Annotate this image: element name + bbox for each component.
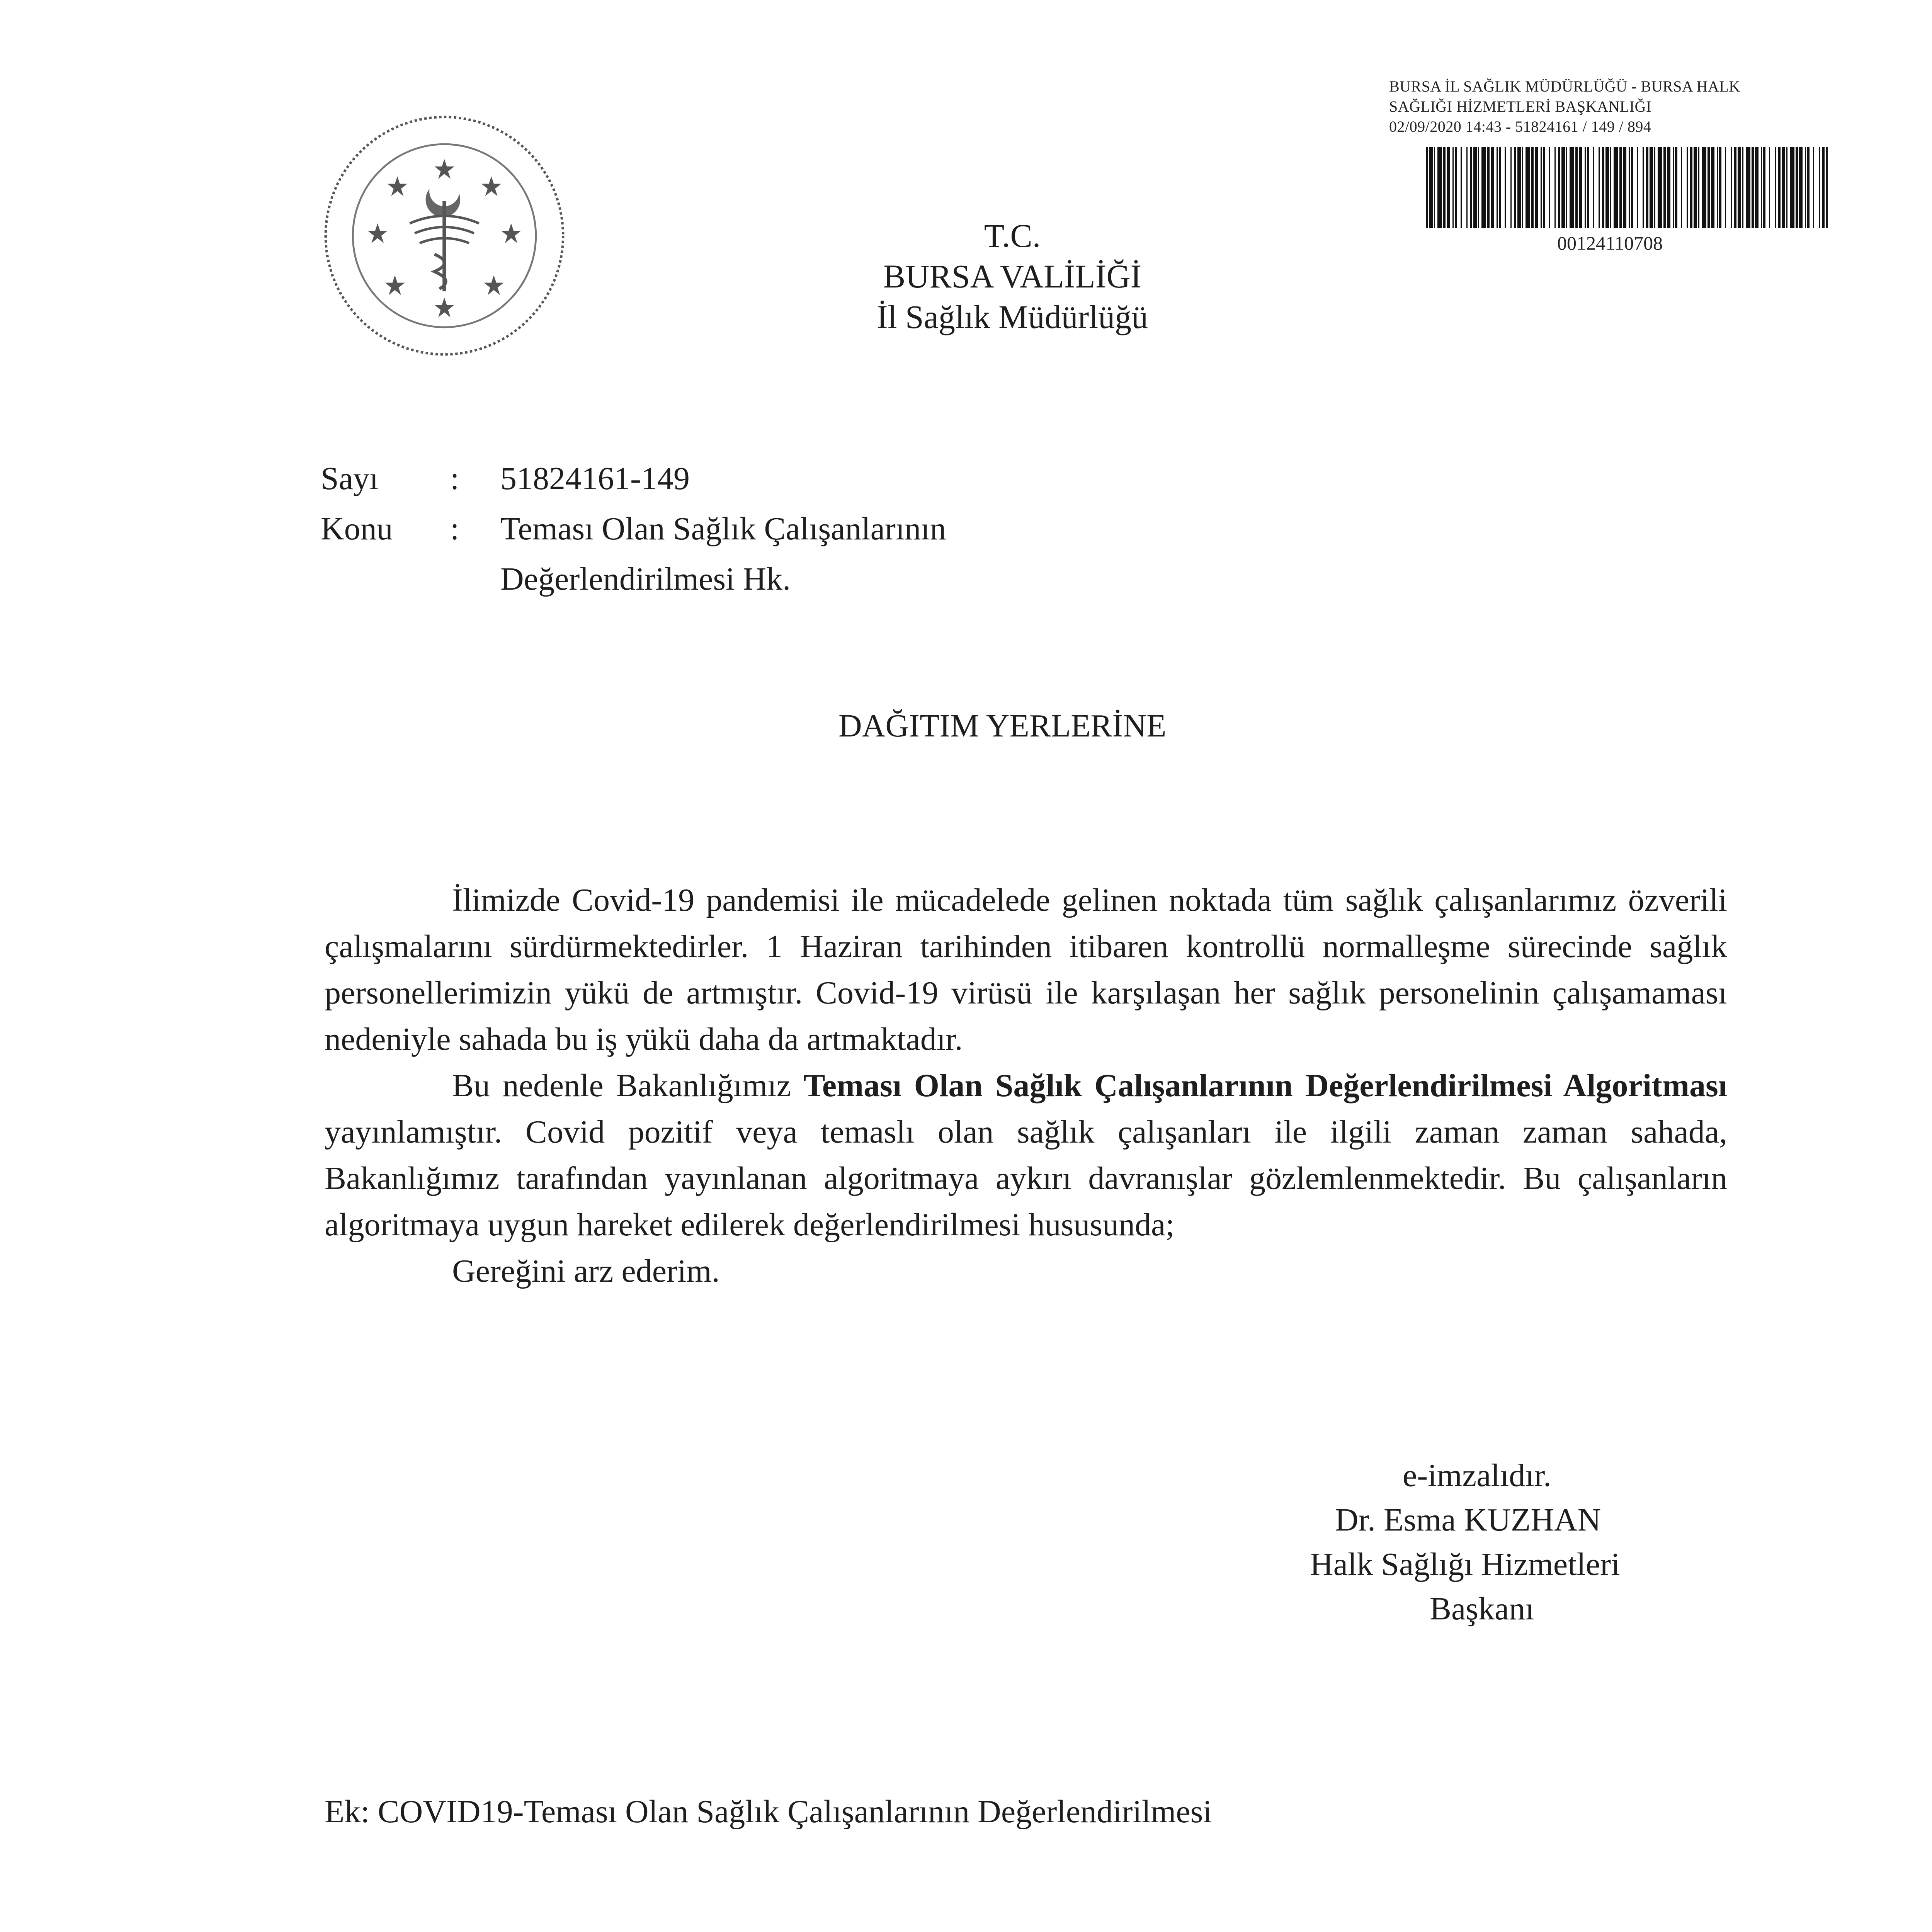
barcode-bar (1526, 147, 1530, 228)
barcode-bar (1579, 147, 1582, 228)
barcode-bar (1690, 147, 1692, 228)
barcode-bar (1599, 147, 1600, 228)
barcode-bar (1531, 147, 1534, 228)
barcode-bar (1796, 147, 1798, 228)
barcode-bar (1541, 147, 1542, 228)
barcode-bar (1478, 147, 1479, 228)
barcode-bar (1778, 147, 1781, 228)
barcode-bar (1514, 147, 1516, 228)
barcode-bar (1708, 147, 1710, 228)
barcode-bar (1650, 147, 1653, 228)
algorithm-title: Teması Olan Sağlık Çalışanlarının Değerlendirilmesi Algoritması (803, 1068, 1727, 1104)
barcode-bar (1452, 147, 1454, 228)
signatory-title: Halk Sağlığı Hizmetleri (1310, 1546, 1620, 1582)
barcode-bar (1763, 147, 1765, 228)
barcode-bar (1654, 147, 1655, 228)
closing-line: Gereğini arz ederim. (452, 1253, 720, 1289)
barcode-bar (1694, 147, 1697, 228)
barcode-bar (1629, 147, 1630, 228)
barcode-bar (1742, 147, 1743, 228)
barcode-bar (1585, 147, 1586, 228)
barcode-bar (1437, 147, 1442, 228)
barcode-bar (1826, 147, 1828, 228)
ministry-seal-logo (321, 112, 568, 359)
barcode-bar (1637, 147, 1638, 228)
barcode-bar (1681, 147, 1682, 228)
barcode-bar (1663, 147, 1666, 228)
sayi-label: Sayı (321, 461, 379, 497)
barcode-bar (1702, 147, 1706, 228)
barcode-bar (1819, 147, 1820, 228)
konu-value-line: Değerlendirilmesi Hk. (500, 561, 791, 597)
barcode-bar (1443, 147, 1446, 228)
barcode-bar (1610, 147, 1611, 228)
sayi-value: 51824161-149 (500, 461, 690, 497)
barcode-bar (1554, 147, 1556, 228)
barcode-bar (1675, 147, 1677, 228)
barcode-bar (1752, 147, 1754, 228)
barcode-bar (1775, 147, 1776, 228)
barcode-bar (1466, 147, 1468, 228)
barcode-bar (1570, 147, 1574, 228)
barcode-bar (1619, 147, 1622, 228)
barcode-bar (1499, 147, 1501, 228)
barcode-bar (1473, 147, 1477, 228)
barcode-bar (1658, 147, 1662, 228)
barcode-bar (1719, 147, 1721, 228)
barcode-bar (1487, 147, 1490, 228)
barcode-bar (1429, 147, 1433, 228)
signatory-title: Başkanı (1430, 1591, 1534, 1627)
barcode-bar (1505, 147, 1506, 228)
barcode-bar (1673, 147, 1674, 228)
barcode-bar (1434, 147, 1435, 228)
konu-value-line: Teması Olan Sağlık Çalışanlarının (500, 511, 946, 547)
header-directorate: İl Sağlık Müdürlüğü (876, 298, 1148, 335)
barcode-bar (1447, 147, 1450, 228)
barcode-bar (1566, 147, 1567, 228)
barcode-date-line: 02/09/2020 14:43 - 51824161 / 149 / 894 (1389, 118, 1651, 135)
barcode-bar (1517, 147, 1521, 228)
barcode-bar (1558, 147, 1560, 228)
header-tc: T.C. (984, 217, 1041, 254)
barcode-bar (1734, 147, 1736, 228)
header-office: BURSA VALİLİĞİ (883, 258, 1142, 295)
body-text: Bu nedenle Bakanlığımız (452, 1068, 804, 1104)
body-paragraph (325, 1063, 1727, 1248)
barcode-bar (1605, 147, 1609, 228)
barcode-bar (1805, 147, 1806, 228)
colon: : (450, 511, 459, 547)
barcode-bar (1738, 147, 1741, 228)
barcode-header-line: BURSA İL SAĞLIK MÜDÜRLÜĞÜ - BURSA HALK (1389, 78, 1740, 95)
konu-label: Konu (321, 511, 393, 547)
barcode-bar (1687, 147, 1688, 228)
barcode-bar (1769, 147, 1770, 228)
barcode-bar (1667, 147, 1670, 228)
barcode-bar (1614, 147, 1618, 228)
barcode-bar (1731, 147, 1732, 228)
barcode-bar (1807, 147, 1810, 228)
barcode-bar (1575, 147, 1578, 228)
barcode-bar (1497, 147, 1498, 228)
barcode-bar (1602, 147, 1604, 228)
barcode (1426, 147, 1828, 228)
barcode-bar (1593, 147, 1594, 228)
barcode-bar (1587, 147, 1589, 228)
barcode-number: 00124110708 (1557, 232, 1663, 254)
barcode-bar (1822, 147, 1825, 228)
letter-body (325, 877, 1727, 1294)
barcode-bar (1631, 147, 1633, 228)
barcode-bar (1543, 147, 1545, 228)
colon: : (450, 461, 459, 497)
barcode-bar (1790, 147, 1794, 228)
barcode-bar (1491, 147, 1494, 228)
barcode-bar (1643, 147, 1644, 228)
addressee: DAĞITIM YERLERİNE (838, 708, 1167, 744)
barcode-bar (1426, 147, 1428, 228)
attachment-line: Ek: COVID19-Teması Olan Sağlık Çalışanlarının Değerlendirilmesi (325, 1794, 1212, 1830)
barcode-bar (1813, 147, 1814, 228)
barcode-bar (1561, 147, 1565, 228)
e-signature-note: e-imzalıdır. (1403, 1458, 1551, 1493)
barcode-bar (1646, 147, 1648, 228)
barcode-bar (1711, 147, 1714, 228)
barcode-header-line: SAĞLIĞI HİZMETLERİ BAŞKANLIĞI (1389, 98, 1651, 115)
barcode-bar (1799, 147, 1803, 228)
barcode-bar (1698, 147, 1699, 228)
barcode-bar (1761, 147, 1762, 228)
barcode-bar (1461, 147, 1462, 228)
barcode-bar (1535, 147, 1538, 228)
signatory-name: Dr. Esma KUZHAN (1335, 1502, 1601, 1538)
barcode-bar (1481, 147, 1486, 228)
barcode-bar (1725, 147, 1726, 228)
barcode-bar (1755, 147, 1759, 228)
barcode-bar (1782, 147, 1785, 228)
barcode-bar (1717, 147, 1718, 228)
barcode-bar (1455, 147, 1457, 228)
barcode-bar (1522, 147, 1523, 228)
barcode-bar (1549, 147, 1550, 228)
body-paragraph: İlimizde Covid-19 pandemisi ile mücadelede gelinen noktada tüm sağlık çalışanlarımız özverili çalışmalarını sürdürmektedirler. 1 Haziran tarihinden itibaren kontrollü normalleşme sürecinde sağlık personellerimizin yükü de artmıştır. Covid-19 virüsü ile karşılaşan her sağlık personelinin çalışamaması nedeniyle sahada bu iş yükü daha da artmaktadır. (325, 882, 1727, 1057)
barcode-bar (1746, 147, 1750, 228)
barcode-bar (1623, 147, 1626, 228)
body-text: yayınlamıştır. Covid pozitif veya temaslı olan sağlık çalışanları ile ilgili zaman zaman sahada, Bakanlığımız tarafından yayınlanan algoritmaya aykırı davranışlar gözlemlenmektedir. Bu çalışanların algoritmaya uygun hareket edilerek değerlendirilmesi hususunda; (325, 1114, 1727, 1243)
barcode-bar (1470, 147, 1472, 228)
barcode-bar (1510, 147, 1512, 228)
barcode-bar (1786, 147, 1787, 228)
